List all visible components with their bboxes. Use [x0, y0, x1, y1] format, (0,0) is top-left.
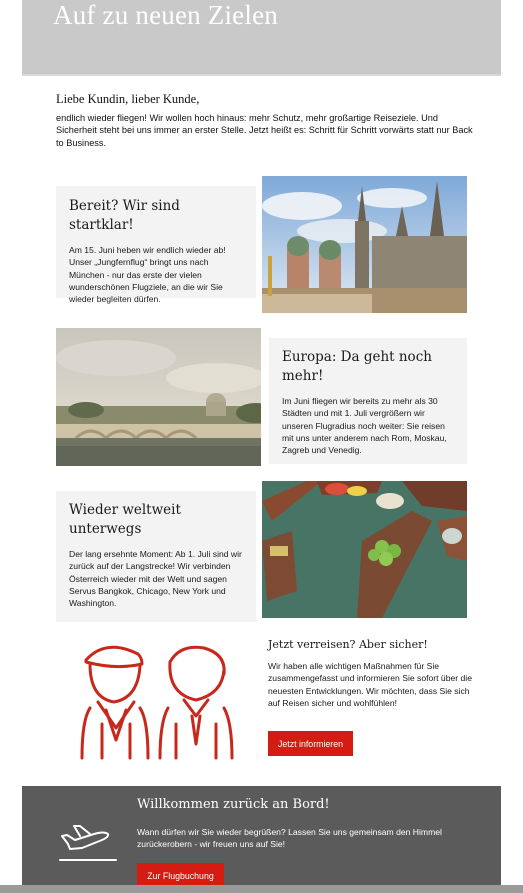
footer-title: Willkommen zurück an Bord!	[137, 797, 330, 812]
section-europe-title: Europa: Da geht noch mehr!	[282, 349, 432, 384]
greeting: Liebe Kundin, lieber Kunde,	[56, 92, 200, 106]
safety-title: Jetzt verreisen? Aber sicher!	[268, 638, 428, 651]
info-button[interactable]: Jetzt informieren	[268, 731, 353, 756]
section-worldwide-text: Der lang ersehnte Moment: Ab 1. Juli sind wir zurück auf der Langstrecke! Wir verbinden Österreich wieder mit der Welt und sagen Servus Bangkok, Chicago, New York und Washington.	[69, 549, 242, 609]
airplane-departure-icon	[58, 822, 118, 864]
crew-illustration	[76, 640, 236, 762]
section-europe-card	[269, 338, 467, 464]
rome-tiber-bridge-photo	[56, 328, 261, 466]
section-munich-card	[56, 186, 256, 305]
section-munich-text: Am 15. Juni heben wir endlich wieder ab! Unser „Jungfernflug“ bringt uns nach München - nur das erste der vielen wunderschönen Flugziele, an die wir Sie wieder begleiten dürfen.	[69, 245, 226, 305]
section-munich-title: Bereit? Wir sind startklar!	[69, 198, 180, 233]
section-worldwide-title: Wieder weltweit unterwegs	[69, 502, 181, 537]
bangkok-floating-market-photo	[262, 481, 467, 618]
hero-title: Auf zu neuen Zielen	[53, 0, 278, 30]
footer-banner	[22, 786, 501, 893]
section-europe-text: Im Juni fliegen wir bereits zu mehr als 30 Städten und mit 1. Juli vergrößern wir unseren Flugradius noch weiter: Sie reisen mit uns unter anderem nach Rom, Moskau, Zagreb und Venedig.	[282, 396, 447, 456]
hero-banner	[22, 0, 501, 76]
intro-text: endlich wieder fliegen! Wir wollen hoch hinaus: mehr Schutz, mehr großartige Reiseziele. Und Sicherheit steht bei uns immer an erster Stelle. Jetzt heißt es: Schritt für Schritt vorwärts statt nur Back to Business.	[56, 113, 473, 148]
munich-frauenkirche-photo	[262, 176, 467, 313]
booking-button[interactable]: Zur Flugbuchung	[137, 863, 224, 888]
footer-text: Wann dürfen wir Sie wieder begrüßen? Lassen Sie uns gemeinsam den Himmel zurückerobern - wir freuen uns auf Sie!	[137, 827, 442, 850]
section-worldwide-card	[56, 491, 256, 622]
safety-text: Wir haben alle wichtigen Maßnahmen für Sie zusammengefasst und informieren Sie sofort über die neuesten Entwicklungen. Wir möchten, dass Sie sich auf Reisen sicher und wohlfühlen!	[268, 661, 472, 708]
bottom-strip	[0, 885, 523, 893]
